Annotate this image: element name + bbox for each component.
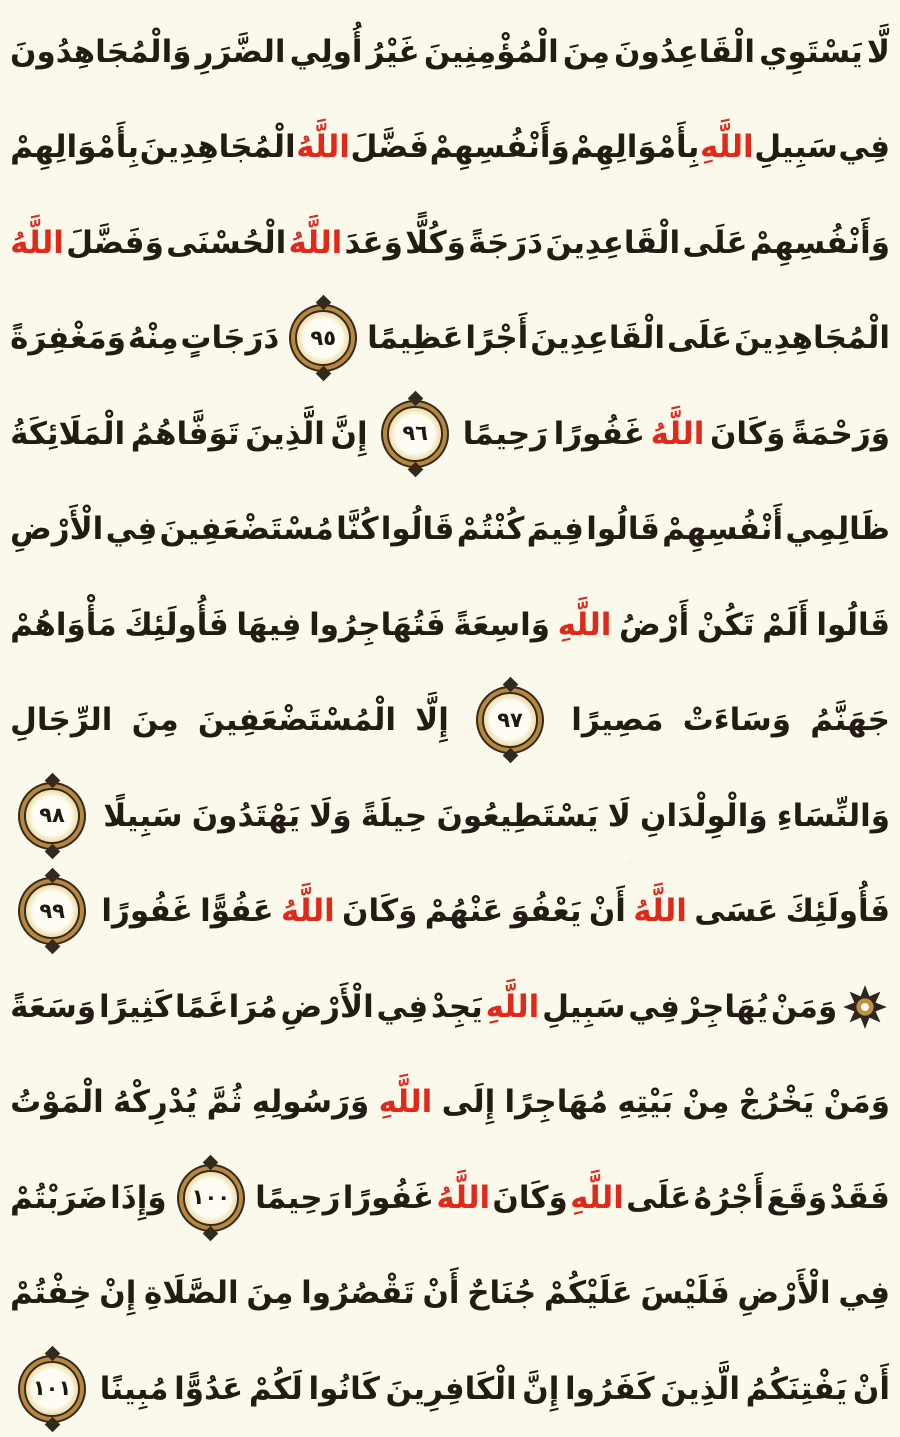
verse-end-marker xyxy=(24,788,80,844)
word: لَّا xyxy=(866,33,890,70)
word: الْمَلَائِكَةُ xyxy=(10,415,126,452)
word: أَنْفُسِهِمْ xyxy=(662,511,784,548)
verse-end-marker xyxy=(295,310,351,366)
word: الْحُسْنَى xyxy=(166,224,287,261)
allah-word: اللَّهِ xyxy=(485,988,540,1025)
word: دَرَجَاتٍ xyxy=(180,320,280,357)
word: غَفُورًا xyxy=(101,893,193,930)
word: يَسْتَطِيعُونَ xyxy=(436,797,599,834)
word: وَكَانَ xyxy=(709,415,786,452)
word: يَهْتَدُونَ xyxy=(191,797,301,834)
word: غَفُورًا xyxy=(553,415,646,452)
word: فِي xyxy=(105,511,158,548)
word: إِلَى xyxy=(441,1084,496,1121)
word: مِنَ xyxy=(562,33,610,70)
word: الْأَرْضِ xyxy=(280,988,374,1025)
word: يَسْتَوِي xyxy=(759,33,863,70)
word: عَظِيمًا xyxy=(367,320,464,357)
word: غَفُورًا xyxy=(342,1179,435,1216)
word: جَهَنَّمُ xyxy=(810,702,890,739)
word: عَلَى xyxy=(682,224,748,261)
word: سَبِيلِ xyxy=(754,129,838,166)
quran-line xyxy=(10,386,890,482)
word: تَكُنْ xyxy=(696,606,755,643)
word: أَلَمْ xyxy=(762,606,809,643)
allah-word: اللَّهِ xyxy=(557,606,612,643)
word: وَكَانَ xyxy=(492,1179,568,1216)
word: أَنْ xyxy=(422,1275,460,1312)
allah-word: اللَّهُ xyxy=(10,224,64,261)
word: الْقَاعِدِينَ xyxy=(545,224,681,261)
word: وَرَحْمَةً xyxy=(790,415,890,452)
word: فِي xyxy=(838,129,890,166)
word: الَّذِينَ xyxy=(660,1370,740,1407)
quran-line xyxy=(10,959,890,1055)
word: وَمَنْ xyxy=(823,1084,890,1121)
allah-word: اللَّهُ xyxy=(436,1179,491,1216)
word: وَسَعَةً xyxy=(10,988,97,1025)
word: الْمُؤْمِنِينَ xyxy=(423,33,559,70)
verse-number: ٩٧ xyxy=(497,707,523,732)
word: رَحِيمًا xyxy=(255,1179,341,1216)
word: إِنَّ xyxy=(522,1370,560,1407)
word: وَقَعَ xyxy=(766,1179,828,1216)
word: قَالُوا xyxy=(816,606,890,643)
word: إِلَّا xyxy=(415,702,449,739)
word: مُرَاغَمًا xyxy=(174,988,278,1025)
quran-line xyxy=(10,673,890,769)
word: وَعَدَ xyxy=(344,224,403,261)
word: كُنَّا xyxy=(336,511,379,548)
word: عَسَى xyxy=(694,893,779,930)
word: الْمُجَاهِدِينَ xyxy=(734,320,890,357)
allah-word: اللَّهِ xyxy=(378,1084,433,1121)
word: الْكَافِرِينَ xyxy=(385,1370,517,1407)
rub-el-hizb-icon xyxy=(842,984,888,1030)
word: مِنَ xyxy=(246,1275,294,1312)
word: سَبِيلِ xyxy=(542,988,626,1025)
quran-line xyxy=(10,291,890,387)
allah-word: اللَّهُ xyxy=(650,415,705,452)
word: فَأُولَئِكَ xyxy=(124,606,229,643)
word: الْقَاعِدِينَ xyxy=(530,320,666,357)
word: مَصِيرًا xyxy=(571,702,664,739)
word: أَنْ xyxy=(588,893,626,930)
allah-word: اللَّهُ xyxy=(288,224,343,261)
word: وَكَانَ xyxy=(342,893,418,930)
word: فِيهَا xyxy=(236,606,302,643)
verse-end-marker xyxy=(482,692,538,748)
word: كُنْتُمْ xyxy=(456,511,525,548)
quran-line xyxy=(10,1055,890,1151)
word: كَفَرُوا xyxy=(565,1370,655,1407)
allah-word: اللَّهُ xyxy=(633,893,687,930)
word: فَتُهَاجِرُوا xyxy=(309,606,446,643)
word: عَلَيْكُمْ xyxy=(543,1275,633,1312)
word: وَمَنْ xyxy=(770,988,838,1025)
verse-end-marker xyxy=(24,1361,80,1417)
word: خِفْتُمْ xyxy=(10,1275,92,1312)
word: إِنْ xyxy=(99,1275,137,1312)
quran-line xyxy=(10,482,890,578)
word: وَلَا xyxy=(309,797,352,834)
word: فَلَيْسَ xyxy=(640,1275,730,1312)
word: فَضَّلَ xyxy=(350,129,430,166)
word: فِي xyxy=(376,988,429,1025)
word: عَلَى xyxy=(626,1179,692,1216)
word: وَرَسُولِهِ xyxy=(251,1084,370,1121)
word: كَثِيرًا xyxy=(98,988,173,1025)
word: ظَالِمِي xyxy=(785,511,890,548)
word: وَاسِعَةً xyxy=(453,606,550,643)
word: أَجْرُهُ xyxy=(693,1179,765,1216)
word: فِي xyxy=(838,1275,890,1312)
word: فَأُولَئِكَ xyxy=(785,893,890,930)
word: يُهَاجِرْ xyxy=(682,988,769,1025)
word: عَنْهُمْ xyxy=(424,893,504,930)
word: يُدْرِكْهُ xyxy=(113,1084,198,1121)
word: دَرَجَةً xyxy=(468,224,544,261)
verse-end-marker xyxy=(24,883,80,939)
word: كَانُوا xyxy=(308,1370,380,1407)
quran-line xyxy=(10,1150,890,1246)
word: وَأَنْفُسِهِمْ xyxy=(749,224,890,261)
word: قَالُوا xyxy=(380,511,455,548)
word: أَنْ xyxy=(852,1370,890,1407)
word: يَخْرُجْ xyxy=(738,1084,815,1121)
word: مِنَ xyxy=(131,702,179,739)
verse-number: ٩٨ xyxy=(39,803,65,828)
word: ثُمَّ xyxy=(206,1084,243,1121)
quran-line xyxy=(10,1341,890,1437)
word: الَّذِينَ xyxy=(245,415,325,452)
word: وَالْمُجَاهِدُونَ xyxy=(10,33,192,70)
word: بِأَمْوَالِهِمْ xyxy=(570,129,700,166)
allah-word: اللَّهِ xyxy=(570,1179,624,1216)
quran-line xyxy=(10,4,890,100)
word: فِيمَ xyxy=(526,511,584,548)
word: الْمُسْتَضْعَفِينَ xyxy=(197,702,396,739)
word: لَا xyxy=(607,797,631,834)
word: الْأَرْضِ xyxy=(737,1275,831,1312)
word: الصَّلَاةِ xyxy=(144,1275,239,1312)
word: يَفْتِنَكُمُ xyxy=(745,1370,848,1407)
word: الْقَاعِدُونَ xyxy=(614,33,756,70)
word: يَجِدْ xyxy=(430,988,483,1025)
word: تَوَفَّاهُمُ xyxy=(130,415,240,452)
word: وَالنِّسَاءِ xyxy=(776,797,890,834)
verse-number: ١٠٠ xyxy=(191,1185,231,1210)
word: فَقَدْ xyxy=(829,1179,890,1216)
word: وَإِذَا xyxy=(110,1179,167,1216)
word: أَرْضُ xyxy=(619,606,690,643)
word: مُسْتَضْعَفِينَ xyxy=(159,511,334,548)
verse-number: ٩٩ xyxy=(39,898,65,923)
word: عَدُوًّا xyxy=(174,1370,244,1407)
verse-number: ١٠١ xyxy=(32,1376,72,1401)
word: ضَرَبْتُمْ xyxy=(10,1179,108,1216)
word: سَبِيلًا xyxy=(103,797,183,834)
word: وَمَغْفِرَةً xyxy=(10,320,126,357)
word: بِأَمْوَالِهِمْ xyxy=(10,129,140,166)
quran-line xyxy=(10,1246,890,1342)
word: وَأَنْفُسِهِمْ xyxy=(429,129,570,166)
word: إِنَّ xyxy=(330,415,368,452)
verse-number: ٩٦ xyxy=(402,421,428,446)
word: مُهَاجِرًا xyxy=(504,1084,609,1121)
allah-word: اللَّهِ xyxy=(699,129,754,166)
word: الضَّرَرِ xyxy=(195,33,286,70)
allah-word: اللَّهُ xyxy=(280,893,335,930)
word: وَكُلًّا xyxy=(405,224,466,261)
quran-line xyxy=(10,577,890,673)
word: مَأْوَاهُمْ xyxy=(10,606,117,643)
word: الرِّجَالِ xyxy=(10,702,113,739)
quran-line xyxy=(10,195,890,291)
word: مُبِينًا xyxy=(99,1370,169,1407)
word: قَالُوا xyxy=(586,511,660,548)
allah-word: اللَّهُ xyxy=(296,129,350,166)
word: مِنْهُ xyxy=(127,320,179,357)
word: غَيْرُ xyxy=(366,33,420,70)
word: عَفُوًّا xyxy=(200,893,274,930)
word: حِيلَةً xyxy=(360,797,428,834)
word: وَالْوِلْدَانِ xyxy=(639,797,768,834)
word: تَقْصُرُوا xyxy=(301,1275,415,1312)
quran-line xyxy=(10,864,890,960)
word: الْمُجَاهِدِينَ xyxy=(139,129,296,166)
word: الْمَوْتُ xyxy=(10,1084,104,1121)
word: رَحِيمًا xyxy=(462,415,549,452)
verse-end-marker xyxy=(183,1170,239,1226)
quran-line xyxy=(10,768,890,864)
word: الْأَرْضِ xyxy=(10,511,104,548)
word: وَسَاءَتْ xyxy=(682,702,792,739)
quran-line xyxy=(10,100,890,196)
word: مِنْ xyxy=(682,1084,730,1121)
word: فِي xyxy=(628,988,680,1025)
word: أَجْرًا xyxy=(465,320,529,357)
verse-number: ٩٥ xyxy=(310,325,337,350)
word: جُنَاحٌ xyxy=(467,1275,537,1312)
word: لَكُمْ xyxy=(248,1370,303,1407)
word: يَعْفُوَ xyxy=(510,893,582,930)
word: أُولِي xyxy=(289,33,363,70)
verse-end-marker xyxy=(387,406,443,462)
word: عَلَى xyxy=(666,320,733,357)
word: وَفَضَّلَ xyxy=(66,224,164,261)
word: بَيْتِهِ xyxy=(617,1084,674,1121)
